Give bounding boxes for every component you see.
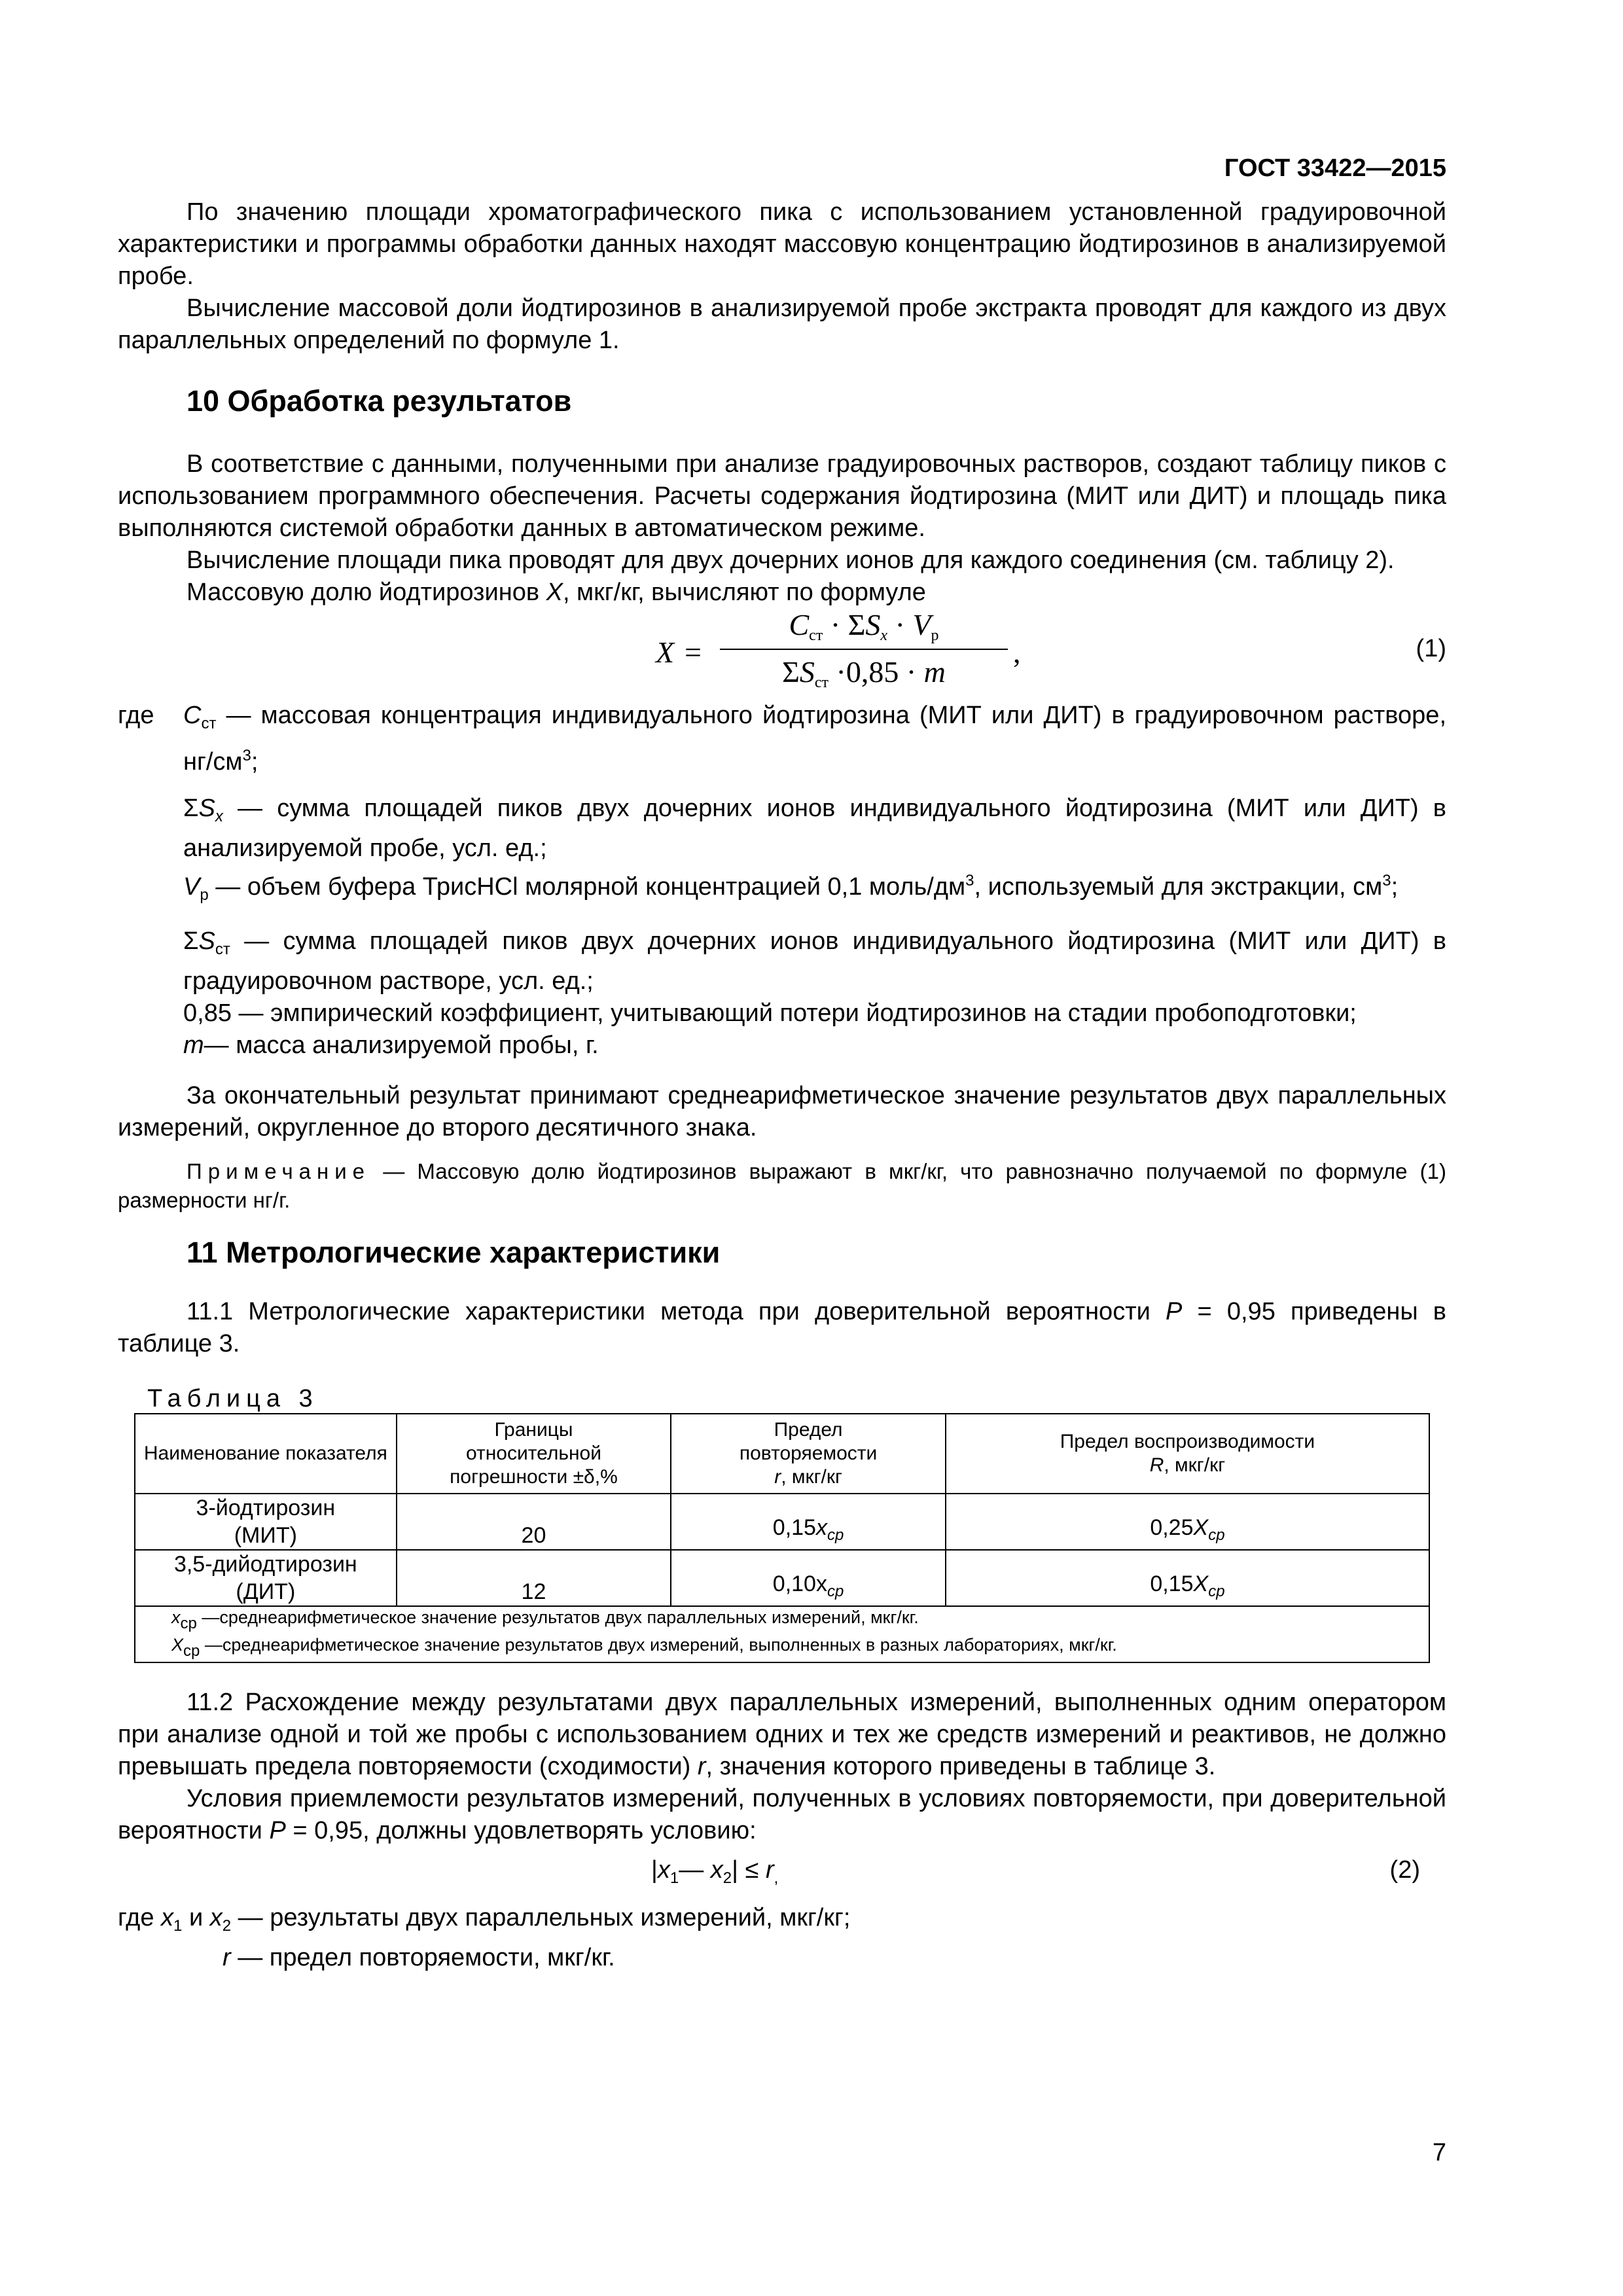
definition-sum-sx: $\Sigma S_x$ — сумма площадей пиков двух дочерних ионов индивидуального йодтирозина (МИТ или ДИТ) в анализируемой пробе, усл. ед.; (183, 795, 1446, 862)
section-10-title: 10 Обработка результатов (187, 384, 572, 418)
section-11-paragraph-1: 11.1 Метрологические характеристики метода при доверительной вероятности Р = 0,95 приведены в таблице 3. (118, 1298, 1446, 1357)
page-body (118, 151, 1446, 1974)
note: Примечание — Массовую долю йодтирозинов выражают в мкг/кг, что равнозначно получаемой по формуле (1) размерности нг/г. (118, 1159, 1446, 1212)
where-2-line-1: где $x_1$ и $x_2$ — результаты двух параллельных измерений, мкг/кг; (118, 1904, 851, 1935)
footnote-Xcp: Xср —среднеарифметическое значение результатов двух измерений, выполненных в разных лабораториях, мкг/кг. (171, 1635, 1117, 1660)
header-reproducibility: Предел воспроизводимости R, мкг/кг (946, 1414, 1429, 1494)
where-2-line-2: r — предел повторяемости, мкг/кг. (223, 1944, 615, 1971)
definition-sum-sst: $\Sigma S_{ст}$ — сумма площадей пиков двух дочерних ионов индивидуального йодтирозина (МИТ или ДИТ) в градуировочном растворе, усл. ед.; (183, 927, 1446, 995)
definition-mass: m— масса анализируемой пробы, г. (183, 1031, 599, 1059)
formula-lhs: X (656, 636, 675, 669)
table-row (135, 1550, 1429, 1606)
intro-paragraph-2: Вычисление массовой доли йодтирозинов в анализируемой пробе экстракта проводят для каждого из двух параллельных определений по формуле 1. (118, 295, 1446, 354)
table-caption: Таблица 3 (147, 1385, 319, 1412)
formula-numerator: $C_{ст} \cdot \Sigma S_x \cdot V_р$ (789, 608, 939, 644)
definition-c-st: $С_{ст}$ — массовая концентрация индивидуального йодтирозина (МИТ или ДИТ) в градуировочном растворе, $нг/см^3$; (183, 702, 1446, 776)
header-error-bounds: Границы относительной погрешности ±δ,% (397, 1414, 671, 1494)
definition-vp: $V_р$ — объем буфера ТрисHCl молярной концентрацией 0,1 моль/$дм^3$, используемый для экстракции, $см^3$; (183, 872, 1399, 904)
section-10-paragraph-4: За окончательный результат принимают среднеарифметическое значение результатов двух параллельных измерений, округленное до второго десятичного знака. (118, 1082, 1446, 1141)
formula-comma: , (1013, 636, 1021, 669)
intro-paragraph-1: По значению площади хроматографического пика с использованием установленной градуировочной характеристики и программы обработки данных находят массовую концентрацию йодтирозинов в анализируемой пробе. (118, 198, 1446, 290)
section-10-paragraph-3: Массовую долю йодтирозинов X, мкг/кг, вычисляют по формуле (187, 579, 926, 606)
section-11-paragraph-2: 11.2 Расхождение между результатами двух параллельных измерений, выполненных одним оператором при анализе одной и той же пробы с использованием одних и тех же средств измерений и реактивов, не должно превышать предела повторяемости (сходимости) r, значения которого приведены в таблице 3. (118, 1689, 1446, 1780)
section-10-paragraph-2: Вычисление площади пика проводят для двух дочерних ионов для каждого соединения (см. таблицу 2). (187, 547, 1395, 574)
table-header-row (135, 1414, 1429, 1494)
definition-coefficient: 0,85 — эмпирический коэффициент, учитывающий потери йодтирозинов на стадии пробоподготовки; (183, 999, 1357, 1027)
row-name: 3-йодтирозин (МИТ) (135, 1494, 397, 1550)
section-11-paragraph-3: Условия приемлемости результатов измерений, полученных в условиях повторяемости, при доверительной вероятности Р = 0,95, должны удовлетворять условию: (118, 1785, 1446, 1844)
header-repeatability: Предел повторяемости r, мкг/кг (671, 1414, 946, 1494)
where-word: где (118, 702, 154, 729)
formula-2-number: (2) (1389, 1856, 1420, 1884)
row-delta: 12 (397, 1550, 671, 1606)
formula-1 (118, 608, 1446, 700)
footnote-xcp: xср —среднеарифметическое значение результатов двух параллельных измерений, мкг/кг. (171, 1607, 919, 1632)
row-delta: 20 (397, 1494, 671, 1550)
fraction-bar (720, 649, 1008, 650)
formula-2 (118, 1847, 1446, 1893)
formula-denominator: $\Sigma S_{ст} \cdot 0,85 \cdot m$ (782, 655, 946, 691)
page-number: 7 (1432, 2139, 1446, 2166)
formula-number: (1) (1416, 635, 1446, 662)
row-r: $0,10x_{ср}$ (671, 1550, 946, 1606)
footnotes-cell (135, 1606, 1429, 1662)
section-11-title: 11 Метрологические характеристики (187, 1236, 721, 1269)
metrology-table (134, 1413, 1430, 1663)
row-R: $0,25X_{ср}$ (946, 1494, 1429, 1550)
table-row (135, 1494, 1429, 1550)
row-r: $0,15x_{ср}$ (671, 1494, 946, 1550)
header-indicator: Наименование показателя (135, 1414, 397, 1494)
row-name: 3,5-дийодтирозин (ДИТ) (135, 1550, 397, 1606)
formula-equals: = (685, 636, 702, 669)
table-footnotes (135, 1606, 1429, 1662)
definitions-block (118, 700, 1446, 1062)
formula-2-body: $|x_1—$ $x_2| \le r_,$ (651, 1856, 779, 1887)
row-R: $0,15X_{ср}$ (946, 1550, 1429, 1606)
section-10-paragraph-1: В соответствие с данными, полученными при анализе градуировочных растворов, создают таблицу пиков с использованием программного обеспечения. Расчеты содержания йодтирозина (МИТ или ДИТ) и площадь пика выполняются системой обработки данных в автоматическом режиме. (118, 450, 1446, 542)
standard-header: ГОСТ 33422—2015 (1224, 154, 1446, 182)
